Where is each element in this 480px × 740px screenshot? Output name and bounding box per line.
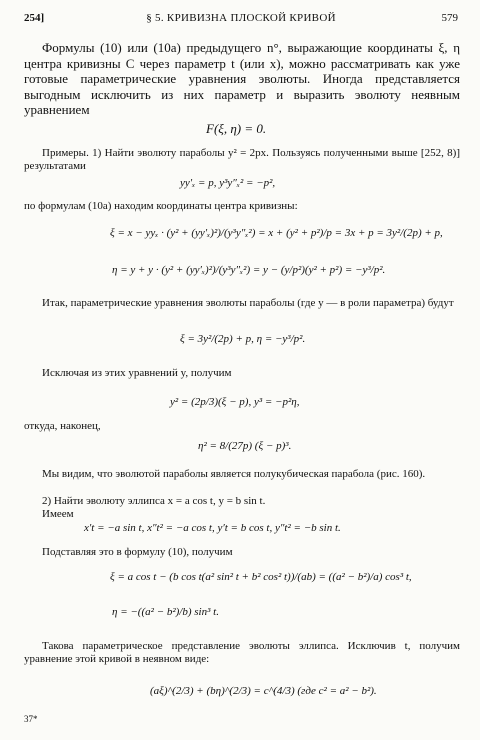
example2-intro: 2) Найти эволюту эллипса x = a cos t, y = b sin t. [42, 495, 266, 507]
header-page-number: 579 [441, 12, 458, 24]
example1-exclude-text: Исключая из этих уравнений y, получим [42, 367, 232, 379]
example2-result-text: Такова параметрическое представление эволюты эллипса. Исключив t, получим уравнение этой кривой в неявном виде: [24, 640, 460, 665]
intro-paragraph: Формулы (10) или (10a) предыдущего n°, выражающие координаты ξ, η центра кривизны C через параметр t (или x), можно рассматривать как уже готовые параметрические уравнения эволюты. Иногда представляется выгодным исключить из них параметр и выразить эволюту неявным уравнением [24, 40, 460, 117]
example1-conclusion: Мы видим, что эволютой параболы является полукубическая парабола (рис. 160). [42, 468, 426, 480]
page-header [24, 12, 458, 28]
example1-param-eq: ξ = 3y²/(2p) + p, η = −y³/p². [180, 333, 306, 345]
example1-xi-formula: ξ = x − yyₓ · (y² + (yy′ₓ)²)/(y³y″ₓ²) = x + (y² + p²)/p = 3x + p = 3y²/(2p) + p, [110, 227, 443, 239]
example1-exclude-eq: y² = (2p/3)(ξ − p), y³ = −p²η, [170, 396, 300, 408]
example1-param-text: Итак, параметрические уравнения эволюты параболы (где y — в роли параметра) будут [42, 297, 454, 309]
example1-results: yy′ₓ = p, y³y″ₓ² = −p², [180, 177, 276, 189]
example1-finally-text: откуда, наконец, [24, 420, 101, 432]
example2-substitute-text: Подставляя это в формулу (10), получим [42, 546, 233, 558]
example2-derivatives: x′t = −a sin t, x″t² = −a cos t, y′t = b cos t, y″t² = −b sin t. [84, 522, 341, 534]
example1-final-eq: η² = 8/(27p) (ξ − p)³. [198, 440, 292, 452]
printer-signature: 37* [24, 714, 38, 724]
header-title: § 5. КРИВИЗНА ПЛОСКОЙ КРИВОЙ [146, 12, 336, 24]
example2-xi-formula: ξ = a cos t − (b cos t(a² sin² t + b² cos² t))/(ab) = ((a² − b²)/a) cos³ t, [110, 571, 412, 583]
example1-center-text: по формулам (10a) находим координаты центра кривизны: [24, 200, 298, 212]
implicit-equation: F(ξ, η) = 0. [206, 121, 267, 136]
header-page-left: 254] [24, 12, 45, 24]
example2-eta-formula: η = −((a² − b²)/b) sin³ t. [112, 606, 219, 618]
example1-intro: Примеры. 1) Найти эволюту параболы y² = 2px. Пользуясь полученными выше [252, 8)] результатами [24, 147, 460, 172]
example2-have: Имеем [42, 508, 74, 520]
example2-final-eq: (aξ)^(2/3) + (bη)^(2/3) = c^(4/3) (где c² = a² − b²). [150, 685, 377, 697]
example1-eta-formula: η = y + y · (y² + (yy′ₓ)²)/(y³y″ₓ²) = y − (y/p²)(y² + p²) = −y³/p². [112, 264, 386, 276]
